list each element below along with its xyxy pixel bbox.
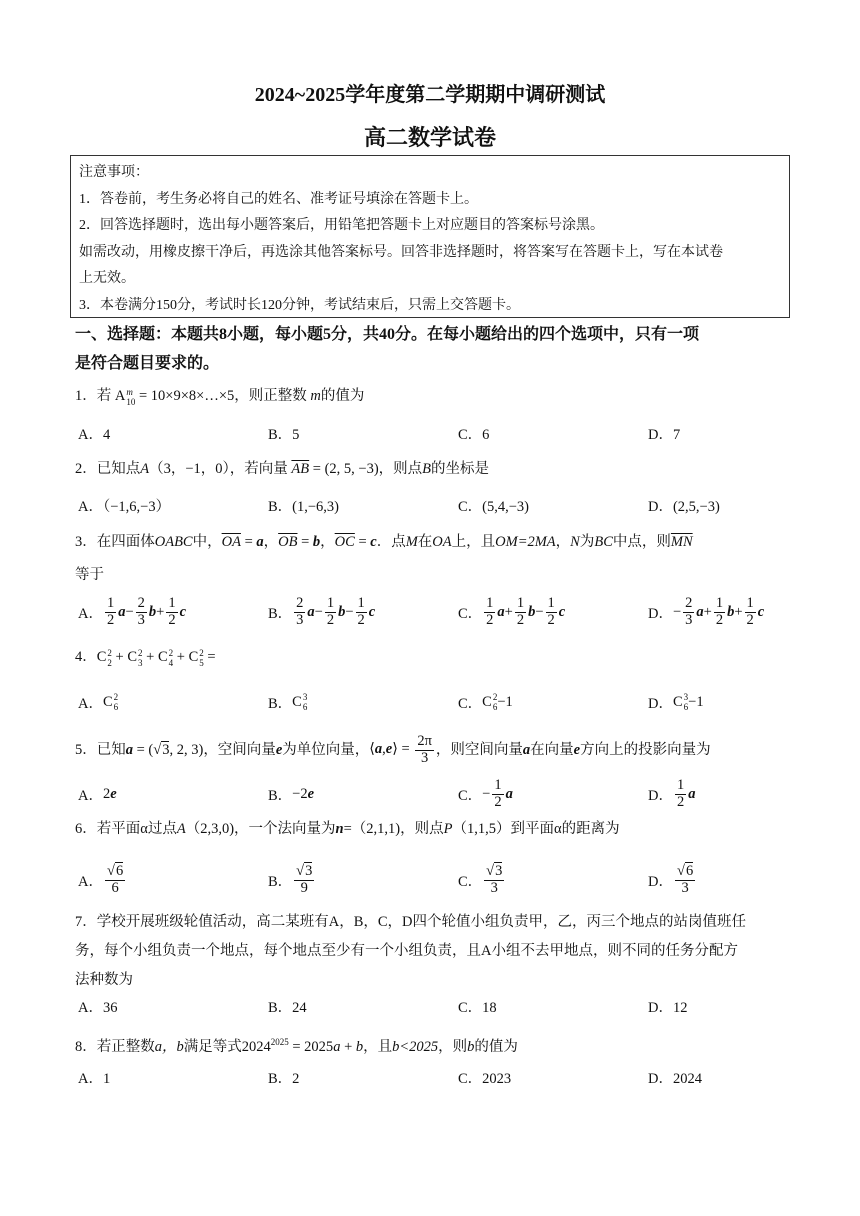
- option-label: A．: [78, 873, 103, 890]
- q6-coordp: （1,1,5）到平面α的距离为: [452, 821, 620, 837]
- q2-coord: （3，−1，0），若向量: [149, 461, 288, 477]
- option-a[interactable]: A． $\frac{1}{2}$ a − $\frac{2}{3}$ b + $\frac{1}{2}$ c: [78, 595, 187, 628]
- q3-bc: BC: [594, 534, 613, 550]
- q8-b: b: [467, 1038, 475, 1055]
- question-7: [75, 908, 795, 995]
- q7-options: [75, 986, 795, 1026]
- q1-formula: A m 10 = 10×9×8×…×5: [114, 386, 235, 407]
- q1-end: 的值为: [320, 388, 365, 404]
- question-1: [75, 382, 795, 411]
- option-label: B．: [268, 873, 293, 890]
- option-c[interactable]: C． − $\frac{1}{2}$ a: [458, 777, 513, 810]
- option-d[interactable]: D．2024: [648, 1070, 702, 1087]
- option-value: 2: [102, 785, 111, 802]
- option-label: D．: [648, 605, 673, 622]
- q2-vector: $\overline{AB}$: [291, 461, 310, 477]
- q5-text: 为单位向量，: [282, 741, 370, 758]
- option-d[interactable]: D．12: [648, 999, 688, 1016]
- q2-value: = (2, 5, −3): [312, 461, 379, 477]
- question-4: [75, 643, 795, 672]
- q3-text: 3．在四面体: [75, 534, 155, 550]
- q3-mn: $\overline{MN}$: [670, 534, 693, 550]
- q3-options: [75, 592, 795, 632]
- q8-cond: b<2025: [392, 1038, 439, 1055]
- option-label: C．: [458, 873, 483, 890]
- q5-options: [75, 774, 795, 814]
- q8-b: b: [355, 1038, 364, 1055]
- question-3: [75, 528, 795, 557]
- option-b[interactable]: B． $\frac{√3}{9}$: [268, 863, 313, 896]
- q3-text: 为: [579, 534, 595, 550]
- q2-options: [75, 485, 795, 525]
- q1-var: m: [310, 388, 321, 404]
- option-c[interactable]: C．(5,4,−3): [458, 498, 530, 515]
- q6-normal: n: [335, 821, 344, 837]
- option-label: B．: [268, 787, 293, 804]
- q8-prefix: 8．若正整数: [75, 1038, 155, 1055]
- option-label: A．: [78, 787, 103, 804]
- option-d[interactable]: D．(2,5,−3): [648, 498, 720, 515]
- q5-text: 方向上的投影向量为: [580, 741, 711, 758]
- option-b[interactable]: B． $\frac{2}{3}$ a − $\frac{1}{2}$ b − $\frac{1}{2}$ c: [268, 595, 376, 628]
- option-a[interactable]: A． $\frac{√6}{6}$: [78, 863, 124, 896]
- q2-point-b: B: [422, 461, 432, 477]
- q3-cond: OM=2MA: [495, 534, 556, 550]
- q5-text: ，空间向量: [203, 741, 276, 758]
- option-a[interactable]: A． C 2 6: [78, 692, 119, 712]
- q8-text: 满足等式: [183, 1038, 242, 1055]
- notice-item: 3．本卷满分150分，考试时长120分钟，考试结束后，只需上交答题卡。: [79, 297, 520, 313]
- option-label: A．: [78, 605, 103, 622]
- q8-base: 2024: [241, 1038, 271, 1055]
- q6-text: 6．若平面α过点: [75, 821, 177, 837]
- q5-text: 在向量: [530, 741, 574, 758]
- notice-heading: 注意事项：: [79, 165, 149, 180]
- option-a[interactable]: A．1: [78, 1070, 111, 1087]
- question-2: [75, 455, 795, 484]
- q3-text: 中点，则: [612, 534, 671, 550]
- q2-point-a: A: [140, 461, 150, 477]
- option-b[interactable]: B． C 3 6: [268, 692, 308, 712]
- q4-prefix: 4．: [75, 649, 97, 665]
- q6-point-p: P: [443, 821, 453, 837]
- q4-formula: C 2 2 + C 2 3 + C 2 4 + C 2 5 =: [96, 647, 216, 668]
- option-c[interactable]: C． $\frac{√3}{3}$: [458, 863, 503, 896]
- option-label: D．: [648, 695, 673, 712]
- q2-text2: ，则点: [378, 461, 423, 477]
- option-d[interactable]: D．7: [648, 426, 681, 443]
- q8-exp: 2025: [270, 1037, 289, 1047]
- option-c[interactable]: C．2023: [458, 1070, 512, 1087]
- option-label: D．: [648, 787, 673, 804]
- option-d[interactable]: D． $\frac{√6}{3}$: [648, 863, 694, 896]
- q3-text: 中，: [192, 534, 222, 550]
- q2-text: 2．已知点: [75, 461, 141, 477]
- option-a[interactable]: A．（−1,6,−3）: [78, 498, 171, 515]
- exam-subtitle: 高二数学试卷: [363, 125, 496, 150]
- q7-line: 7．学校开展班级轮值活动，高二某班有A，B，C，D四个轮值小组负责甲，乙，丙三个地点的站岗值班任: [75, 914, 747, 930]
- section-line-2: 是符合题目要求的。: [75, 355, 220, 372]
- q6-point-a: A: [176, 821, 186, 837]
- notice-box: [70, 155, 790, 318]
- option-label: B．: [268, 605, 293, 622]
- q3-tetra: OABC: [154, 534, 193, 550]
- option-label: B．: [268, 695, 293, 712]
- option-label: C．: [458, 787, 483, 804]
- option-a[interactable]: A．4: [78, 426, 111, 443]
- q5-vector-a: a = (√3, 2, 3): [125, 741, 204, 758]
- option-b[interactable]: B．24: [268, 999, 307, 1016]
- option-c[interactable]: C． C 2 6 −1: [458, 692, 513, 712]
- q3-text: 上，且: [451, 534, 496, 550]
- q3-n: N: [570, 534, 580, 550]
- q3-m: M: [405, 534, 418, 550]
- q3-line2: 等于: [75, 567, 104, 583]
- option-a[interactable]: A．36: [78, 999, 118, 1016]
- question-6: [75, 815, 795, 844]
- q1-suffix: ，则正整数: [234, 388, 307, 404]
- q3-text: ．点: [376, 534, 406, 550]
- option-d[interactable]: D． − $\frac{2}{3}$ a + $\frac{1}{2}$ b + $\frac{1}{2}$ c: [648, 595, 765, 628]
- exam-title: 2024~2025学年度第二学期期中调研测试: [254, 84, 606, 106]
- option-label: C．: [458, 695, 483, 712]
- option-label: A．: [78, 695, 103, 712]
- q8-plus: +: [340, 1038, 356, 1055]
- q3-oa: OA: [432, 534, 452, 550]
- q3-text: ，: [555, 534, 571, 550]
- q8-text: ，且: [363, 1038, 393, 1055]
- q8-rest: = 2025: [292, 1038, 334, 1055]
- q1-prefix: 1．若: [75, 388, 112, 404]
- q5-text: ，则空间向量: [435, 741, 523, 758]
- option-a[interactable]: A． 2 e: [78, 785, 117, 804]
- q8-options: [75, 1057, 795, 1097]
- option-value: −2: [292, 785, 308, 802]
- option-c[interactable]: C．6: [458, 426, 490, 443]
- q6-options: [75, 857, 795, 903]
- section-line-1: 一、选择题：本题共8小题，每小题5分，共40分。在每小题给出的四个选项中，只有一项: [75, 326, 700, 343]
- q8-text: 的值为: [474, 1038, 518, 1055]
- q6-nval: =（2,1,1)，则点: [343, 821, 444, 837]
- notice-item: 2．回答选择题时，选出每小题答案后，用铅笔把答题卡上对应题目的答案标号涂黑。: [79, 218, 604, 233]
- q1-options: [75, 413, 795, 453]
- q8-vars: a，b: [154, 1038, 184, 1055]
- option-label: D．: [648, 873, 673, 890]
- notice-item: 1．答卷前，考生务必将自己的姓名、准考证号填涂在答题卡上。: [79, 191, 478, 207]
- option-b[interactable]: B．2: [268, 1070, 300, 1087]
- option-b[interactable]: B．(1,−6,3): [268, 498, 340, 515]
- q7-line: 务，每个小组负责一个地点，每个地点至少有一个小组负责，且A小组不去甲地点，则不同的任务分配方: [75, 943, 738, 959]
- option-b[interactable]: B． −2 e: [268, 785, 315, 804]
- notice-item: 上无效。: [79, 271, 135, 286]
- option-d[interactable]: D． $\frac{1}{2}$ a: [648, 777, 696, 810]
- q4-options: [75, 682, 795, 722]
- question-5: 5．已知 a = (√3, 2, 3) ，空间向量 e 为单位向量， ⟨a,e⟩ = $\frac{2\pi}{3}$ ，则空间向量 a 在向量 e 方向上的投影向量为: [75, 733, 711, 766]
- option-d[interactable]: D． C 3 6 −1: [648, 692, 704, 712]
- q5-prefix: 5．已知: [75, 741, 126, 758]
- option-c[interactable]: C．18: [458, 999, 497, 1016]
- q5-angle: ⟨a,e⟩ = $\frac{2\pi}{3}$: [369, 733, 432, 766]
- q8-equation: [242, 1039, 363, 1055]
- notice-item: 如需改动，用橡皮擦干净后，再选涂其他答案标号。回答非选择题时，将答案写在答题卡上，写在本试卷: [79, 244, 723, 260]
- q6-coord: （2,3,0)，一个法向量为: [185, 821, 336, 837]
- option-c[interactable]: C． $\frac{1}{2}$ a + $\frac{1}{2}$ b − $\frac{1}{2}$ c: [458, 595, 566, 628]
- q8-a: a: [333, 1038, 341, 1055]
- q8-text: ，则: [438, 1038, 468, 1055]
- option-b[interactable]: B．5: [268, 426, 300, 443]
- q3-text: 在: [417, 534, 433, 550]
- q2-text3: 的坐标是: [431, 461, 490, 477]
- q7-line: 法种数为: [75, 972, 133, 988]
- q3-vectors: $\overline{OA} = a$，$\overline{OB} = b$，$\overline{OC} = c$: [221, 534, 377, 550]
- section-heading: [75, 320, 790, 378]
- option-label: C．: [458, 605, 483, 622]
